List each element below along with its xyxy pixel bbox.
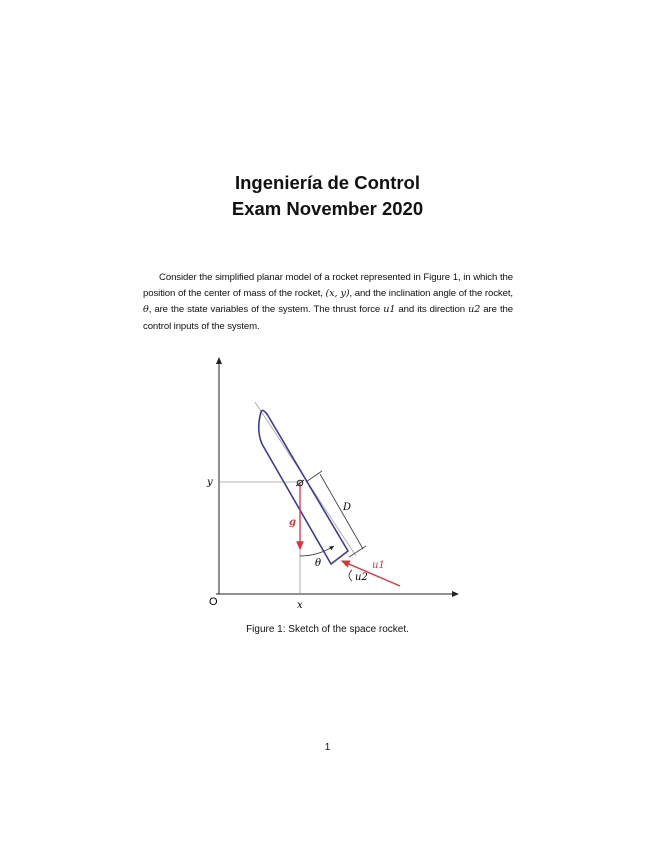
label-y: y xyxy=(207,477,213,488)
rocket-body xyxy=(259,410,348,564)
label-u1: u1 xyxy=(372,560,385,571)
label-theta: θ xyxy=(315,558,322,569)
para-text-4: and its direction xyxy=(395,304,469,316)
label-D: D xyxy=(343,502,352,513)
figure-caption: Figure 1: Sketch of the space rocket. xyxy=(246,624,409,635)
dimension-D-tick-top xyxy=(306,471,322,482)
page-number: 1 xyxy=(324,742,331,753)
thrust-vector-u1 xyxy=(342,561,400,586)
para-theta: θ xyxy=(143,304,149,316)
para-coords: (x, y) xyxy=(325,288,350,300)
para-u2: u2 xyxy=(468,304,481,316)
para-text-3: , are the state variables of the system. The thrust force xyxy=(148,304,384,316)
title-block xyxy=(0,170,655,222)
label-g: g xyxy=(289,517,296,528)
label-origin: O xyxy=(209,596,218,608)
para-text-2: , and the inclination angle of the rocket, xyxy=(349,288,513,300)
rocket-figure xyxy=(190,350,470,620)
para-text-5: are the control inputs of the system. xyxy=(143,304,514,332)
label-x: x xyxy=(297,600,303,611)
intro-paragraph xyxy=(143,270,513,335)
u2-arc xyxy=(349,570,352,581)
document-subtitle: Exam November 2020 xyxy=(231,198,424,219)
document-title: Ingeniería de Control xyxy=(234,172,421,193)
label-u2: u2 xyxy=(355,572,368,583)
theta-arc xyxy=(300,546,334,556)
dimension-D-tick-bottom xyxy=(349,546,366,557)
para-u1: u1 xyxy=(383,304,396,316)
para-text-1: Consider the simplified planar model of a rocket represented in Figure 1, in which the position of the center of mass of the rocket, xyxy=(143,272,513,300)
